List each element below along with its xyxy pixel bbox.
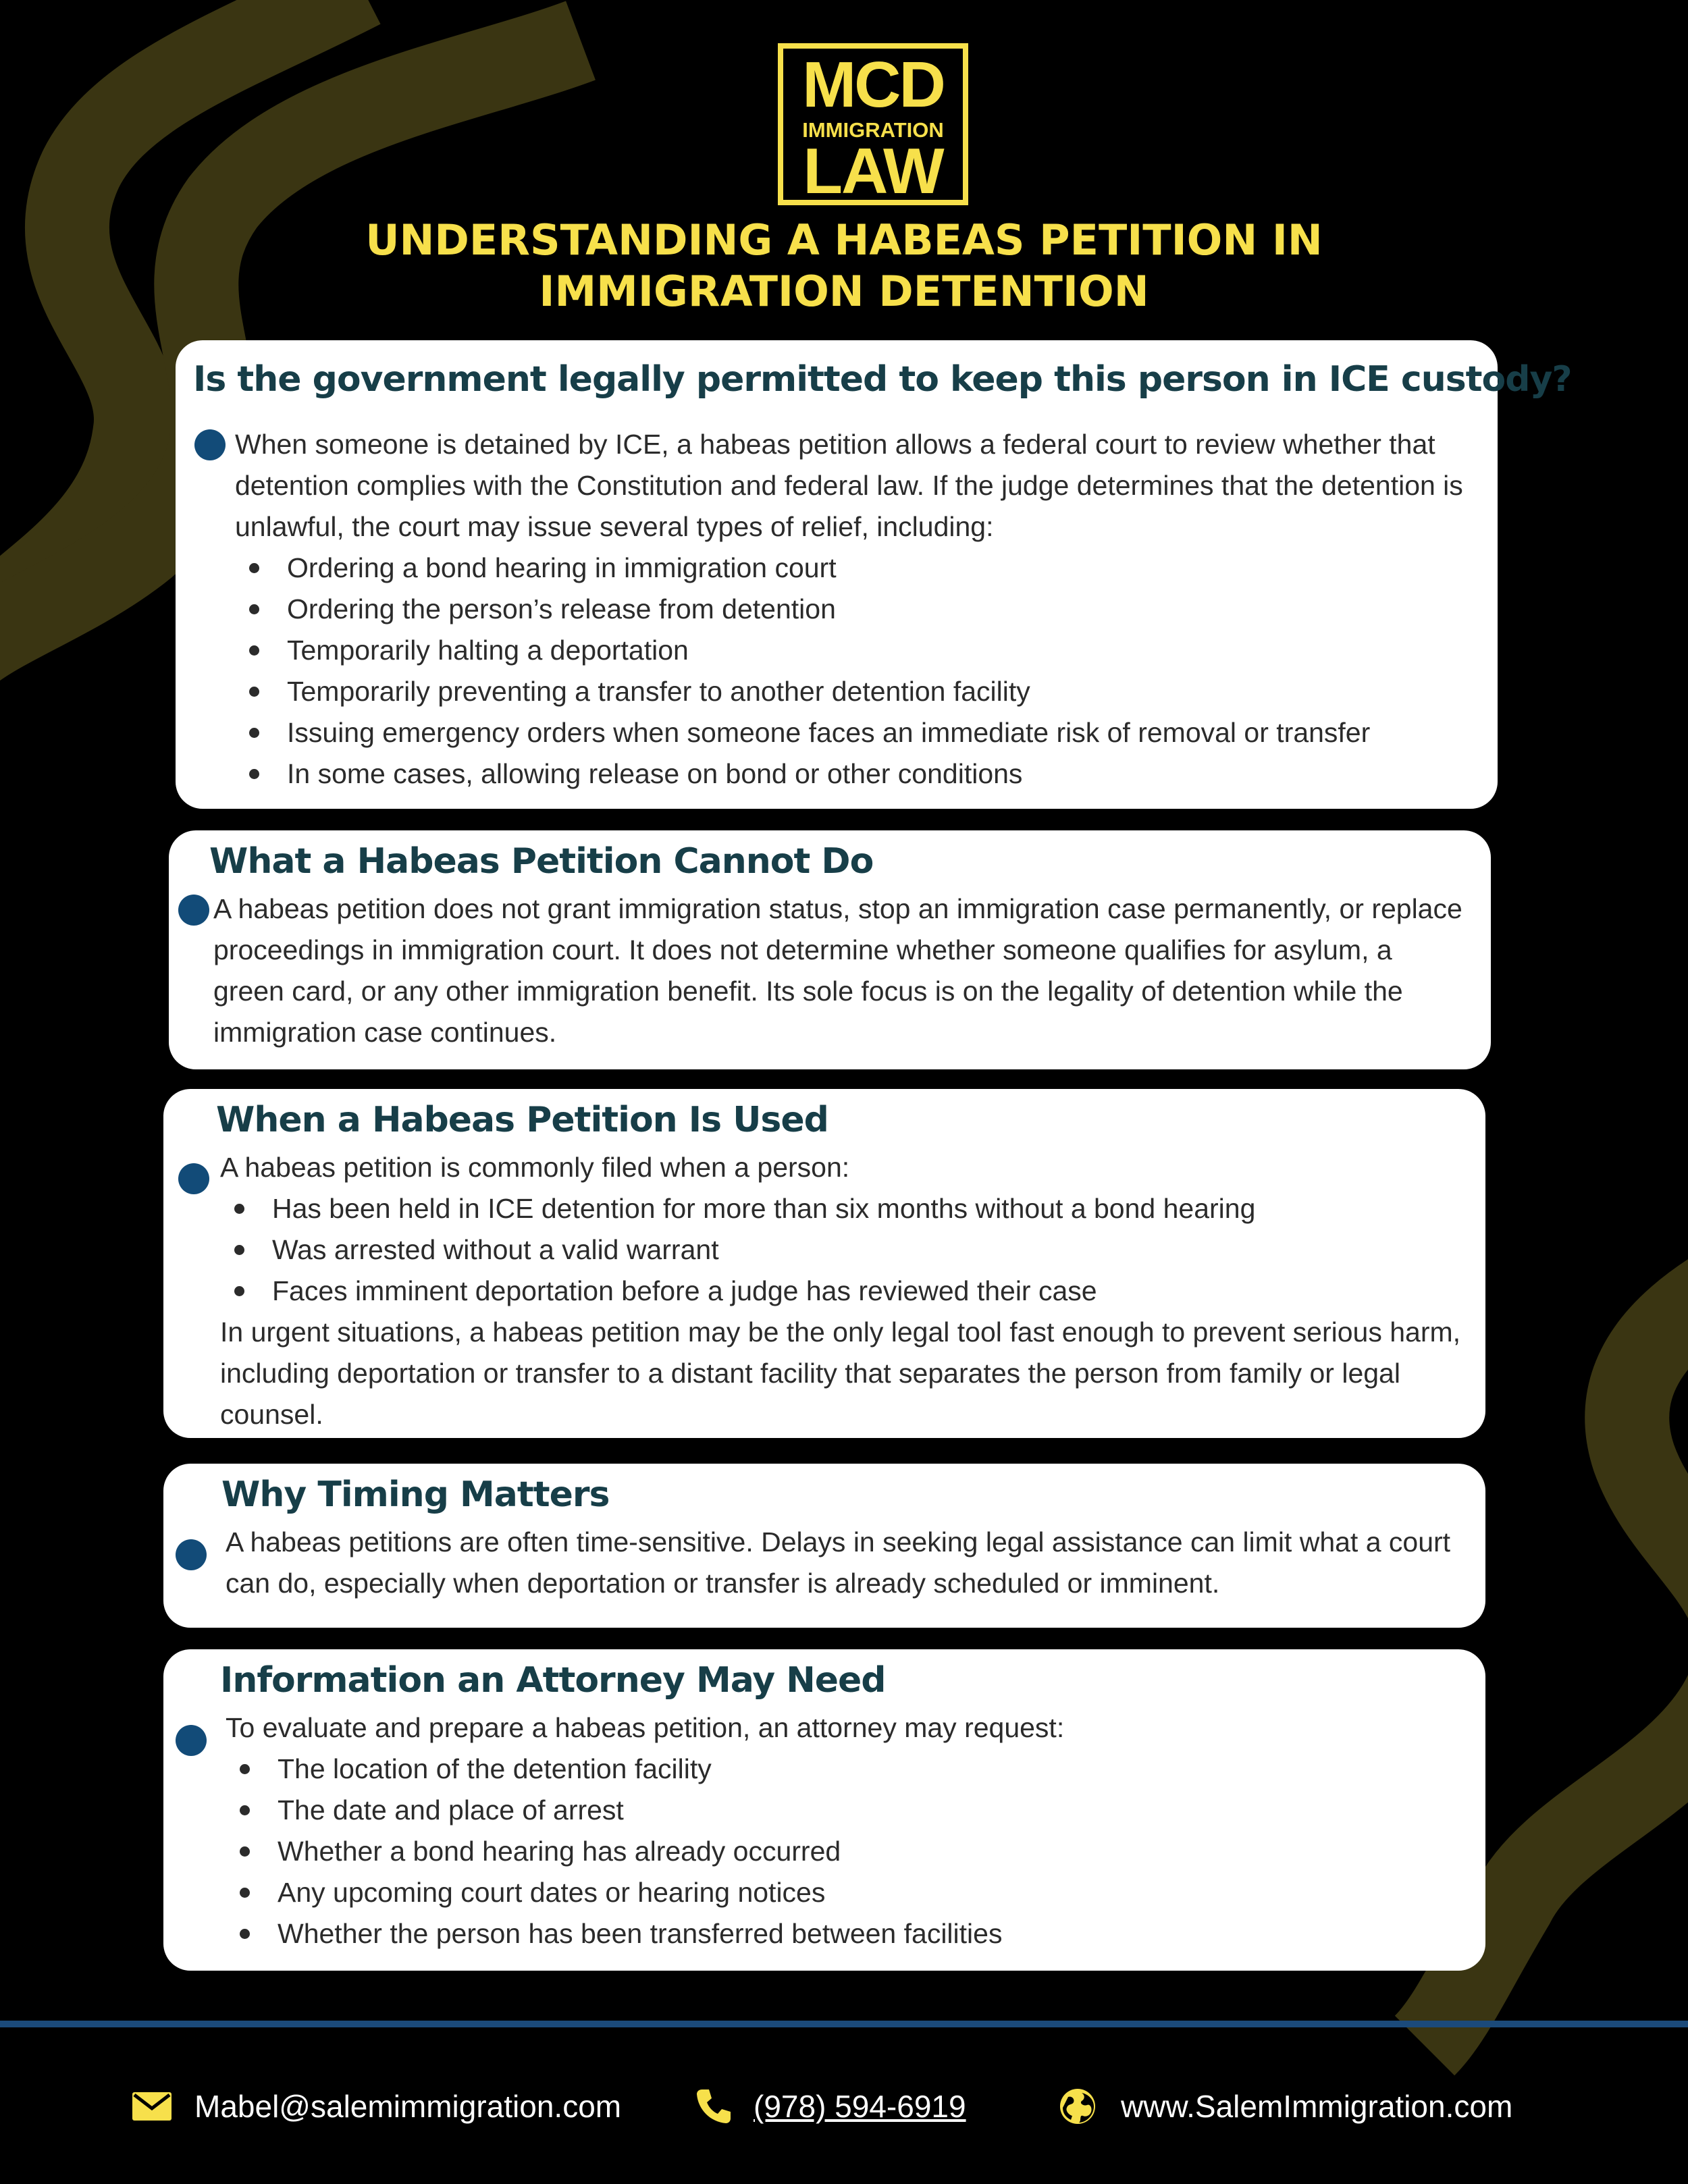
card-heading: Why Timing Matters: [221, 1474, 610, 1515]
card-cannot-do: [169, 830, 1491, 1069]
logo-text-immigration: IMMIGRATION: [802, 118, 944, 142]
card-body: [226, 1522, 1468, 1604]
footer-phone[interactable]: [695, 2083, 966, 2130]
list-item: Has been held in ICE detention for more than six months without a bond hearing: [220, 1188, 1476, 1229]
card-paragraph: A habeas petition does not grant immigration status, stop an immigration case permanently, or replace proceedings in immigration court. It does not determine whether someone qualifies for asylum, a green card, or any other immigration benefit. Its sole focus is on the legality of detention while the immigration case continues.: [213, 893, 1462, 1048]
bullet-dot-icon: [178, 1163, 209, 1194]
email-text[interactable]: Mabel@salemimmigration.com: [194, 2089, 622, 2124]
footer-email[interactable]: [132, 2083, 621, 2130]
bullet-dot-icon: [176, 1539, 207, 1570]
envelope-icon: [132, 2092, 172, 2121]
list-item: In some cases, allowing release on bond or other conditions: [235, 753, 1484, 795]
card-heading: What a Habeas Petition Cannot Do: [209, 841, 874, 882]
card-legal-custody: [176, 340, 1572, 809]
footer-divider: [0, 2021, 1688, 2027]
list-item: Issuing emergency orders when someone faces an immediate risk of removal or transfer: [235, 712, 1484, 753]
card-body: [226, 1707, 1468, 1954]
phone-icon: [695, 2088, 732, 2125]
list-item: Whether a bond hearing has already occurred: [226, 1831, 1468, 1872]
card-heading: Is the government legally permitted to keep this person in ICE custody?: [193, 359, 1572, 400]
page-title-line2: IMMIGRATION DETENTION: [539, 267, 1149, 316]
card-heading: When a Habeas Petition Is Used: [216, 1100, 828, 1140]
card-intro: A habeas petition is commonly filed when a person:: [220, 1152, 850, 1183]
card-timing: [163, 1464, 1485, 1628]
card-attorney-info: [163, 1649, 1485, 1971]
list-item: Ordering a bond hearing in immigration court: [235, 548, 1484, 589]
relief-list: [235, 548, 1484, 795]
logo-text-mcd: MCD: [802, 49, 944, 121]
list-item: Temporarily preventing a transfer to another detention facility: [235, 671, 1484, 712]
card-intro: To evaluate and prepare a habeas petition, an attorney may request:: [226, 1712, 1065, 1743]
list-item: The location of the detention facility: [226, 1749, 1468, 1790]
card-when-used: [163, 1089, 1485, 1438]
attorney-info-list: [226, 1749, 1468, 1954]
website-text[interactable]: www.SalemImmigration.com: [1121, 2089, 1513, 2124]
globe-icon: [1059, 2087, 1097, 2125]
phone-link[interactable]: (978) 594-6919: [754, 2089, 966, 2124]
footer-website[interactable]: [1059, 2083, 1512, 2130]
card-body: [213, 888, 1469, 1053]
logo-text-law: LAW: [803, 135, 943, 207]
mcd-immigration-law-logo: [778, 43, 968, 205]
list-item: Ordering the person’s release from detention: [235, 589, 1484, 630]
bullet-dot-icon: [194, 429, 226, 460]
list-item: The date and place of arrest: [226, 1790, 1468, 1831]
card-body: [235, 424, 1484, 795]
card-paragraph: A habeas petitions are often time-sensitive. Delays in seeking legal assistance can limit what a court can do, especially when deportation or transfer is already scheduled or imminent.: [226, 1526, 1451, 1599]
list-item: Whether the person has been transferred between facilities: [226, 1913, 1468, 1954]
bullet-dot-icon: [178, 895, 209, 926]
list-item: Any upcoming court dates or hearing notices: [226, 1872, 1468, 1913]
card-intro: When someone is detained by ICE, a habeas petition allows a federal court to review whether that detention complies with the Constitution and federal law. If the judge determines that the detention is unlawful, the court may issue several types of relief, including:: [235, 429, 1463, 542]
card-body: [220, 1147, 1476, 1435]
page-title-line1: UNDERSTANDING A HABEAS PETITION IN: [365, 215, 1323, 265]
bullet-dot-icon: [176, 1725, 207, 1756]
page-title: [203, 215, 1485, 317]
card-heading: Information an Attorney May Need: [220, 1660, 886, 1701]
list-item: Was arrested without a valid warrant: [220, 1229, 1476, 1271]
list-item: Faces imminent deportation before a judge has reviewed their case: [220, 1271, 1476, 1312]
usage-list: [220, 1188, 1476, 1312]
card-outro: In urgent situations, a habeas petition may be the only legal tool fast enough to prevent serious harm, including deportation or transfer to a distant facility that separates the person from family or legal counsel.: [220, 1316, 1461, 1430]
list-item: Temporarily halting a deportation: [235, 630, 1484, 671]
